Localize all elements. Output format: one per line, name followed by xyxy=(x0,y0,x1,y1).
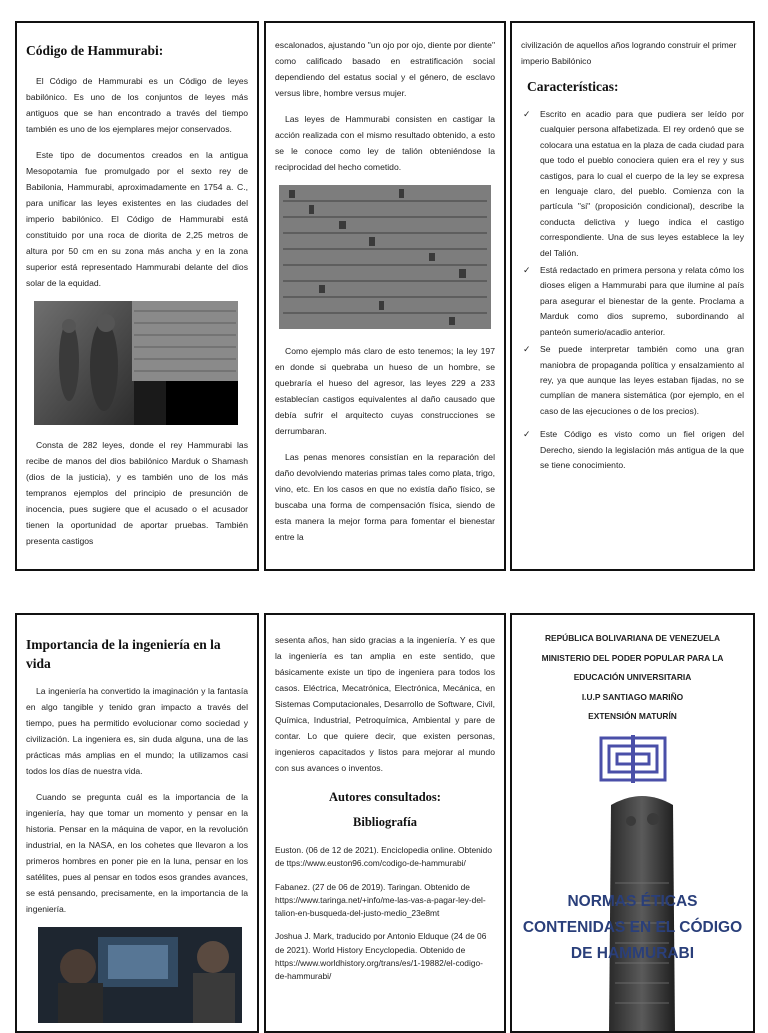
list-item: ✓ Está redactado en primera persona y relata cómo los dioses eligen a Hammurabi para que ilumine al país para asegurar el bienestar de la gente. Proclama a Marduk como dios supremo, subordinando al panteón sumerio/acadio anterior. xyxy=(523,265,744,337)
institution-header xyxy=(521,629,744,727)
country-line: REPÚBLICA BOLIVARIANA DE VENEZUELA xyxy=(544,633,721,643)
paragraph: civilización de aquellos años logrando construir el primer imperio Babilónico xyxy=(521,40,737,66)
list-item: ✓ Este Código es visto como un fiel origen del Derecho, siendo la legislación más antigua de la que se tiene conocimiento. xyxy=(523,429,744,470)
stele-image xyxy=(34,301,238,425)
panel-bibliografia xyxy=(264,613,506,1033)
bibliography-heading: Bibliografía xyxy=(353,815,417,829)
section-title: Código de Hammurabi: xyxy=(26,43,164,58)
cuneiform-image xyxy=(279,185,491,329)
panel-codigo-hammurabi xyxy=(15,21,259,571)
institution-logo xyxy=(598,735,668,783)
characteristics-list xyxy=(521,107,744,473)
paragraph: La ingeniería ha convertido la imaginación y la fantasía en algo tangible y tenido gran impacto a través del tiempo, pues ha permitido evolucionar como sociedad y civilización. La ingeniera es, sin duda alguna, una de las prácticas más amplias en el mundo; la utilizamos casi todos los días de nuestra vida. xyxy=(26,686,248,776)
paragraph: El Código de Hammurabi es un Código de leyes babilónico. Es uno de los conjuntos de leyes más antiguos que se han encontrado a través del tiempo también es uno de los ejemplares mejor conservados. xyxy=(26,76,248,134)
panel-cover xyxy=(510,613,755,1033)
list-item: ✓ Se puede interpretar también como una gran maniobra de propaganda política y ensalzamiento al rey, ya que aunque las leyes estaban fijadas, no se cumplían de manera sistemática (por ejemplo, en el caso de las ejecuciones o de los precios). xyxy=(523,344,744,416)
paragraph: Las leyes de Hammurabi consisten en castigar la acción realizada con el mismo resultado obtenido, a esto se le conoce como ley de talión obteniéndose la reciprocidad del hecho cometido. xyxy=(275,114,495,172)
reference: Euston. (06 de 12 de 2021). Enciclopedia online. Obtenido de ttps://www.euston96.com/codigo-de-hammurabi/ xyxy=(275,845,492,869)
institute-line: I.U.P SANTIAGO MARIÑO xyxy=(581,691,684,702)
paragraph: escalonados, ajustando "un ojo por ojo, diente por diente" como calificado basado en estratificación social dependiendo del estatus social y el género, de esclavo versus libre, hombre versus mujer. xyxy=(275,40,495,98)
cover-title: NORMAS ÉTICAS CONTENIDAS EN EL CÓDIGO DE HAMMURABI xyxy=(522,893,743,962)
list-item: ✓ Escrito en acadio para que pudiera ser leído por cualquier persona alfabetizada. El rey ordenó que se colocara una estatua en la plaza de cada ciudad para que todo el pueblo conociera quien era el rey y sus castigos, para lo cual el cuerpo de la ley se expresa en lenguaje claro, del pueblo. Comienza con la partícula "si" (proposición condicional), describe la conducta delictiva y luego indica el castigo correspondiente. Una de sus leyes establece la ley del Talión. xyxy=(523,109,745,258)
reference: Fabanez. (27 de 06 de 2019). Taringan. Obtenido de https://www.taringa.net/+info/me-las-vas-a-pagar-ley-del-talion-en-busqueda-del-justo-medio_23e8mt xyxy=(275,881,486,919)
panel-importancia-ingenieria xyxy=(15,613,259,1033)
paragraph: sesenta años, han sido gracias a la ingeniería. Y es que la ingeniería es tan amplia en este sentido, que básicamente existe un tipo de ingeniera para todos los casos. Eléctrica, Mecatrónica, Electrónica, Mecánica, en Sistemas Computacionales, Desarrollo de Software, Civil, Química, Industrial, Petroquímica, Ambiental y pare de contar. Lo que quiere decir, que existen personas, ingenieros capacitados y listos para mejorar al mundo con sus avances o inventos. xyxy=(275,635,495,773)
checkmark-icon: ✓ xyxy=(523,429,531,440)
checkmark-icon: ✓ xyxy=(523,109,531,119)
campus-line: EXTENSIÓN MATURÍN xyxy=(588,711,677,722)
panel-caracteristicas xyxy=(510,21,755,571)
checkmark-icon: ✓ xyxy=(523,344,531,355)
paragraph: Consta de 282 leyes, donde el rey Hammurabi las recibe de manos del dios babilónico Marduk o Shamash (dios de la justicia), y es también uno de los más tempranos ejemplos del principio de presunción de inocencia, pues sugiere que el acusado o el acusador tienen la oportunidad de aportar pruebas. También presenta castigos xyxy=(26,440,248,546)
paragraph: Como ejemplo más claro de esto tenemos; la ley 197 en donde si quebraba un hueso de un hombre, se quebraría el hueso del agresor, las leyes 229 a 233 establecían castigos equivalentes al daño causado que debía sufrir el arquitecto cuyas construcciones se derrumbaran. xyxy=(275,346,495,436)
checkmark-icon: ✓ xyxy=(523,265,531,276)
reference: Joshua J. Mark, traducido por Antonio Elduque (24 de 06 de 2021). World History Encyclopedia. Obtenido de https://www.worldhistory.org/trans/es/1-19882/el-codigo-de-hammurabi/ xyxy=(275,931,487,982)
ministry-line: MINISTERIO DEL PODER POPULAR PARA LA EDUCACIÓN UNIVERSITARIA xyxy=(541,652,724,683)
section-title: Importancia de la ingeniería en la vida xyxy=(26,637,221,671)
paragraph: Este tipo de documentos creados en la antigua Mesopotamia fue promulgado por el sexto rey de Babilonia, Hammurabi, aproximadamente en 1754 a. C., para unificar las leyes existentes en las ciudades del imperio babilónico. El Código de Hammurabi está constituido por una roca de diorita de 2,25 metros de altura por 50 cm en su zona más ancha y en la zona superior está representado Hammurabi delante del dios solar de la equidad. xyxy=(26,150,248,288)
authors-heading: Autores consultados: xyxy=(329,790,441,804)
engineering-photo xyxy=(38,927,242,1023)
paragraph: Las penas menores consistían en la reparación del daño devolviendo materias primas tales como plata, trigo, vino, etc. En los casos en que no existía daño físico, se buscaba una forma de compensación física, siendo de esta manera la mejor forma para fomentar el bienestar entre la xyxy=(275,452,495,542)
panel-ley-talion xyxy=(264,21,506,571)
paragraph: Cuando se pregunta cuál es la importancia de la ingeniería, hay que tomar un momento y pensar en la historia. Pensar en la máquina de vapor, en la revolución industrial, en la NASA, en los cohetes que llevaron a los primeros hombres en poner pie en la luna, pensar en los satélites, pues al pensar en todos esos grandes avances, se está pensando, precisamente, en la importancia de la ingeniería. xyxy=(26,792,248,914)
section-title: Características: xyxy=(527,79,619,94)
